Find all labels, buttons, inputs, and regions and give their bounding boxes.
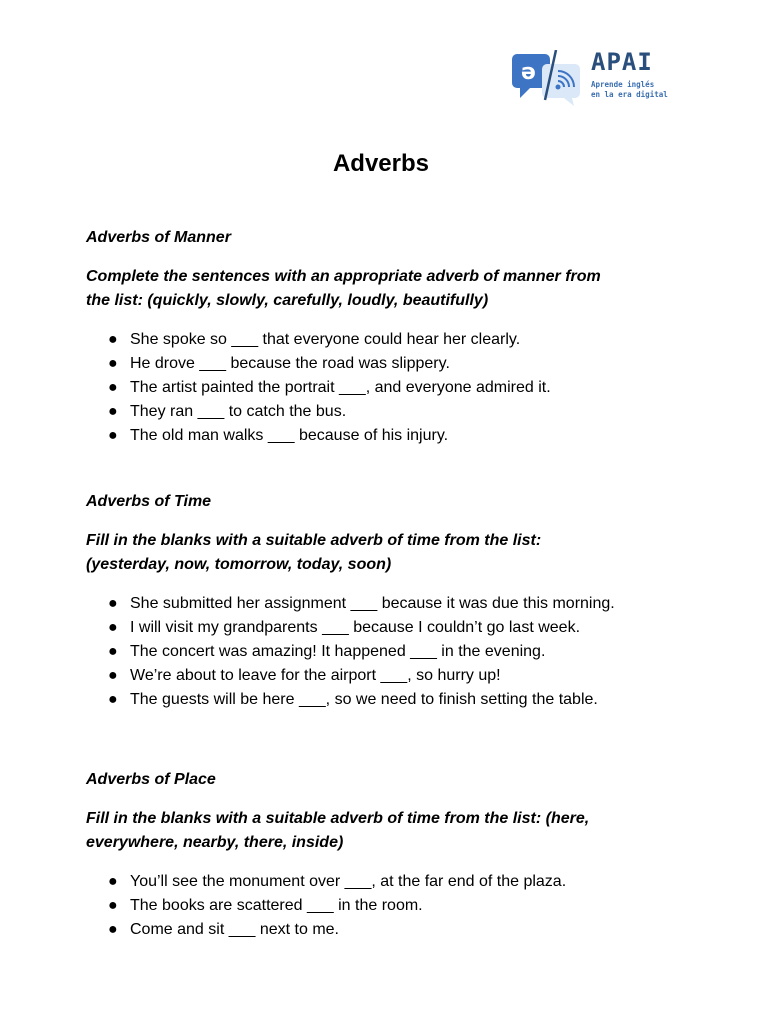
page-title: Adverbs	[332, 150, 430, 177]
section-instruction	[86, 807, 686, 855]
list-item-text: The books are scattered ___ in the room.	[130, 897, 423, 914]
list-item	[86, 918, 686, 942]
list-item	[86, 894, 686, 918]
list-item-text: You’ll see the monument over ___, at the far end of the plaza.	[130, 873, 567, 890]
bullet-icon: ●	[108, 873, 118, 890]
list-item	[86, 640, 686, 664]
list-item-text: The guests will be here ___, so we need to finish setting the table.	[130, 691, 598, 708]
instruction-line: the list: (quickly, slowly, carefully, loudly, beautifully)	[86, 292, 489, 309]
section-adverbs-of-manner	[86, 226, 686, 448]
list-item-text: She spoke so ___ that everyone could hear her clearly.	[130, 331, 521, 348]
list-item	[86, 376, 686, 400]
section-heading: Adverbs of Place	[86, 771, 216, 788]
section-heading: Adverbs of Time	[86, 493, 212, 510]
list-item-text: The artist painted the portrait ___, and everyone admired it.	[130, 379, 551, 396]
bullet-icon: ●	[108, 667, 118, 684]
list-item	[86, 664, 686, 688]
bullet-icon: ●	[108, 595, 118, 612]
logo-mark-glyph: ə	[521, 60, 536, 85]
list-item	[86, 616, 686, 640]
bullet-icon: ●	[108, 331, 118, 348]
logo-tagline-line1: Aprende inglés	[591, 80, 655, 89]
list-item-text: Come and sit ___ next to me.	[130, 921, 339, 938]
list-item	[86, 400, 686, 424]
bullet-icon: ●	[108, 643, 118, 660]
bullet-icon: ●	[108, 355, 118, 372]
instruction-line: everywhere, nearby, there, inside)	[86, 834, 344, 851]
list-item	[86, 592, 686, 616]
section-instruction	[86, 529, 686, 577]
logo-name: APAI	[591, 48, 653, 76]
section-instruction	[86, 265, 686, 313]
instruction-line: Fill in the blanks with a suitable adverb of time from the list: (here,	[86, 810, 590, 827]
bullet-icon: ●	[108, 691, 118, 708]
section-adverbs-of-time	[86, 490, 686, 712]
bullet-icon: ●	[108, 427, 118, 444]
list-item	[86, 352, 686, 376]
exercise-list	[86, 592, 686, 712]
exercise-list	[86, 870, 686, 942]
list-item	[86, 328, 686, 352]
apai-logo-icon	[512, 50, 584, 106]
list-item-text: The old man walks ___ because of his injury.	[130, 427, 449, 444]
list-item-text: The concert was amazing! It happened ___ in the evening.	[130, 643, 546, 660]
bullet-icon: ●	[108, 897, 118, 914]
bullet-icon: ●	[108, 403, 118, 420]
list-item-text: She submitted her assignment ___ because it was due this morning.	[130, 595, 615, 612]
instruction-line: Fill in the blanks with a suitable adverb of time from the list:	[86, 532, 542, 549]
list-item-text: We’re about to leave for the airport ___, so hurry up!	[130, 667, 501, 684]
list-item-text: I will visit my grandparents ___ because I couldn’t go last week.	[130, 619, 581, 636]
instruction-line: Complete the sentences with an appropriate adverb of manner from	[86, 268, 601, 285]
section-heading: Adverbs of Manner	[86, 229, 231, 246]
bullet-icon: ●	[108, 921, 118, 938]
list-item	[86, 424, 686, 448]
bullet-icon: ●	[108, 379, 118, 396]
apai-logo	[512, 48, 682, 106]
section-adverbs-of-place	[86, 768, 686, 942]
bullet-icon: ●	[108, 619, 118, 636]
list-item-text: He drove ___ because the road was slippery.	[130, 355, 450, 372]
instruction-line: (yesterday, now, tomorrow, today, soon)	[86, 556, 392, 573]
list-item	[86, 688, 686, 712]
logo-tagline-line2: en la era digital	[591, 90, 668, 99]
exercise-list	[86, 328, 686, 448]
list-item	[86, 870, 686, 894]
list-item-text: They ran ___ to catch the bus.	[130, 403, 347, 420]
